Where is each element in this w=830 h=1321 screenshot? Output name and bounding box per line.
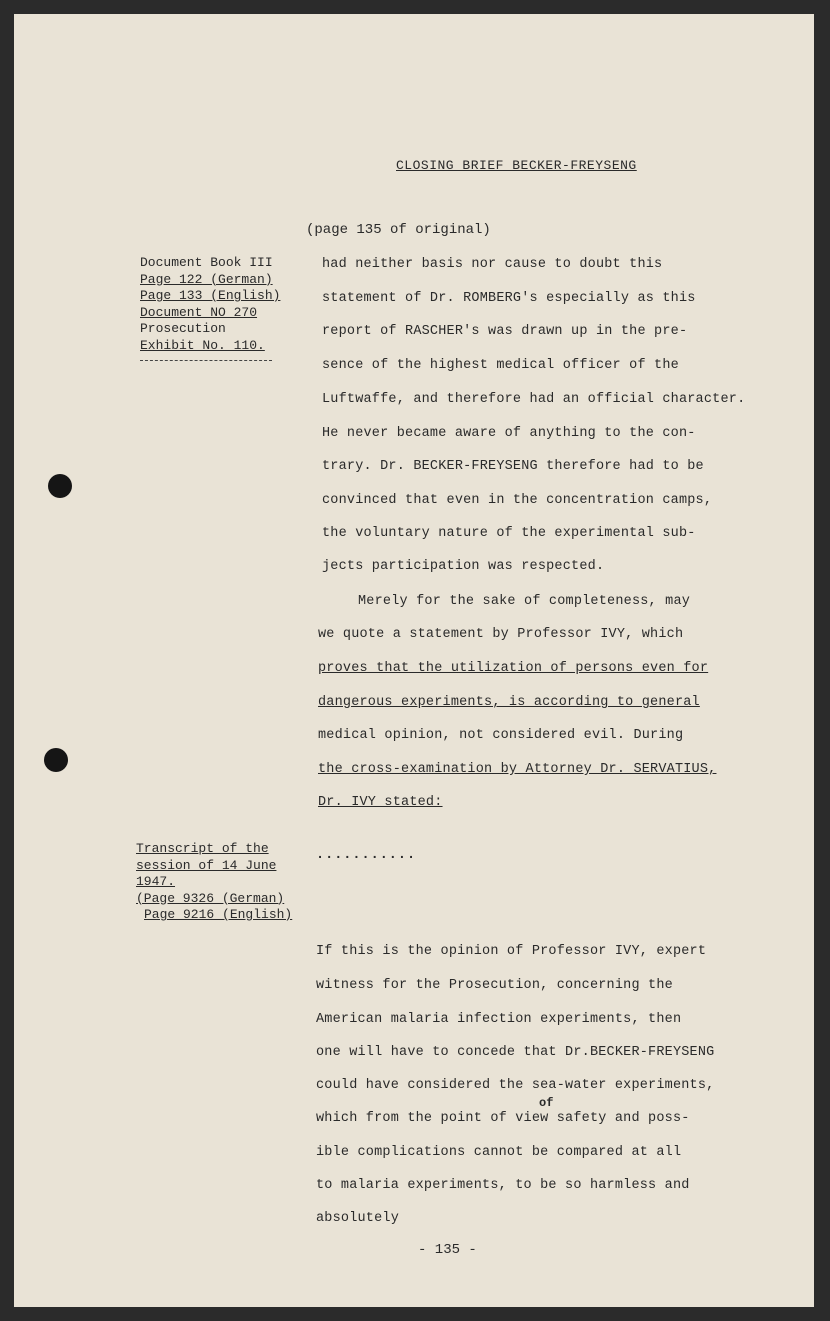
text-line: Merely for the sake of completeness, may xyxy=(358,594,691,609)
text-line: proves that the utilization of persons even for xyxy=(318,661,709,676)
text-line: Dr. IVY stated: xyxy=(318,795,443,810)
text-line: ible complications cannot be compared at all xyxy=(316,1145,682,1160)
text-line: the cross-examination by Attorney Dr. SERVATIUS, xyxy=(318,762,717,777)
text-line: dangerous experiments, is according to general xyxy=(318,695,700,710)
text-line: If this is the opinion of Professor IVY, expert xyxy=(316,944,707,959)
text-line: witness for the Prosecution, concerning the xyxy=(316,978,673,993)
text-line: statement of Dr. ROMBERG's especially as this xyxy=(322,291,696,306)
text-line: which from the point of view safety and poss- xyxy=(316,1111,690,1126)
margin-line: session of 14 June xyxy=(136,857,277,873)
text-line: convinced that even in the concentration camps, xyxy=(322,493,713,508)
page-reference: (page 135 of original) xyxy=(306,222,491,238)
page-number: - 135 - xyxy=(418,1242,477,1258)
text-line: we quote a statement by Professor IVY, which xyxy=(318,627,684,642)
text-line: report of RASCHER's was drawn up in the pre- xyxy=(322,324,688,339)
inserted-word: of xyxy=(539,1096,554,1110)
margin-line: Page 122 (German) xyxy=(140,271,273,287)
text-line: American malaria infection experiments, then xyxy=(316,1012,682,1027)
margin-line: Page 133 (English) xyxy=(140,288,281,303)
text-line: Luftwaffe, and therefore had an official character. xyxy=(322,392,746,407)
ellipsis: ........... xyxy=(316,848,417,863)
document-page xyxy=(14,14,814,1307)
text-line: jects participation was respected. xyxy=(322,559,605,574)
text-line: absolutely xyxy=(316,1211,400,1226)
margin-divider xyxy=(140,360,272,361)
margin-line: Prosecution xyxy=(140,321,226,336)
text-line: trary. Dr. BECKER-FREYSENG therefore had to be xyxy=(322,459,704,474)
margin-line: Page 9216 (English) xyxy=(144,907,293,922)
margin-line: Exhibit No. 110. xyxy=(140,337,265,353)
margin-line: 1947. xyxy=(136,874,176,889)
text-line: had neither basis nor cause to doubt this xyxy=(322,257,663,272)
text-line: He never became aware of anything to the con- xyxy=(322,426,696,441)
punch-hole-top xyxy=(48,474,72,498)
margin-note-document-book xyxy=(140,255,280,354)
text-line: sence of the highest medical officer of the xyxy=(322,358,679,373)
margin-line: Document Book III xyxy=(140,255,273,270)
margin-line: Document NO 270 xyxy=(140,304,258,320)
text-line: one will have to concede that Dr.BECKER-FREYSENG xyxy=(316,1045,715,1060)
margin-note-transcript xyxy=(136,841,292,924)
text-line: could have considered the sea-water experiments, xyxy=(316,1078,715,1093)
document-title: CLOSING BRIEF BECKER-FREYSENG xyxy=(396,158,637,173)
text-line: the voluntary nature of the experimental sub- xyxy=(322,526,696,541)
text-line: to malaria experiments, to be so harmless and xyxy=(316,1178,690,1193)
text-line: medical opinion, not considered evil. During xyxy=(318,728,684,743)
margin-line: (Page 9326 (German) xyxy=(136,890,285,906)
margin-line: Transcript of the xyxy=(136,841,269,856)
punch-hole-bottom xyxy=(44,748,68,772)
